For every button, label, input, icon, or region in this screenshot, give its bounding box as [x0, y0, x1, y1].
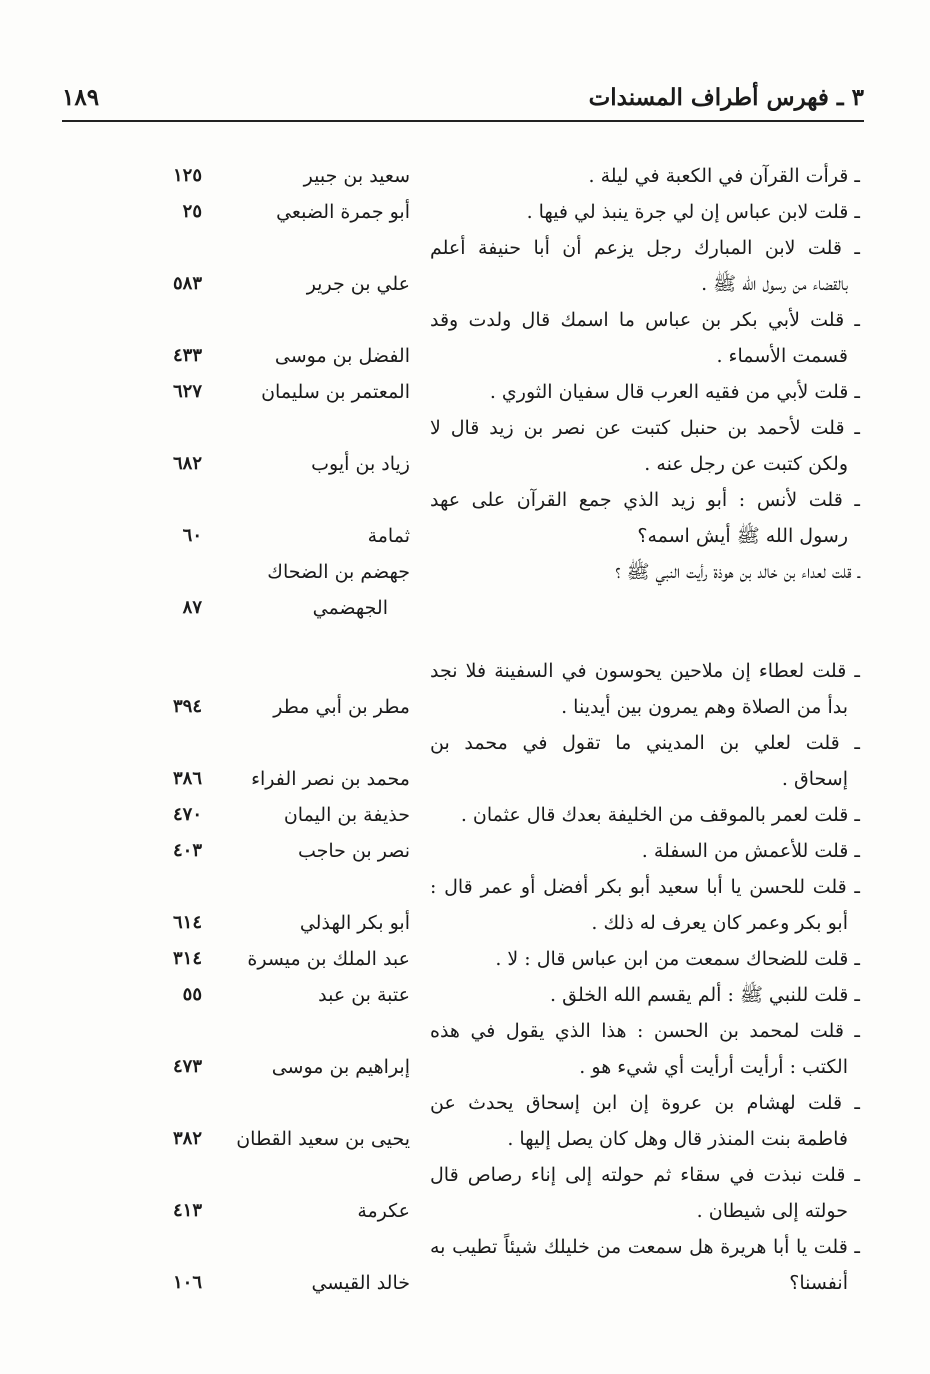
narrator-line: محمد بن نصر الفراء [251, 768, 410, 790]
narrator-line: إبراهيم بن موسى [271, 1056, 410, 1078]
narrator-name [170, 266, 410, 302]
hadith-opening-text [430, 410, 860, 482]
narrator-line: خالد القيسي [311, 1272, 410, 1294]
hadith-opening-text [430, 653, 860, 725]
narrator-name [170, 446, 410, 482]
hadith-opening-text [430, 482, 860, 554]
narrator-line: علي بن جرير [306, 273, 410, 295]
page-reference: ٣٨٢ [172, 1128, 202, 1149]
narrator-name [170, 1121, 410, 1157]
text-line: ـ قلت لعلي بن المديني ما تقول في محمد بن [430, 732, 860, 754]
narrator-line: المعتمر بن سليمان [261, 381, 410, 403]
page-reference: ٣١٤ [172, 948, 202, 969]
hadith-opening-text [430, 1085, 860, 1157]
text-line: ـ قلت لمحمد بن الحسن : هذا الذي يقول في هذه [430, 1020, 860, 1042]
hadith-opening-text [430, 230, 860, 302]
page-reference: ٦١٤ [172, 912, 202, 933]
text-line: ـ قلت لعطاء إن ملاحين يحوسون في السفينة فلا نجد [430, 660, 860, 682]
text-line: أنفسنا؟ [789, 1272, 848, 1294]
page-reference: ٦٢٧ [172, 381, 202, 402]
text-line: ـ قلت نبذت في سقاء ثم حولته إلى إناء رصاص قال [430, 1164, 860, 1186]
page-reference: ٨٧ [182, 597, 202, 618]
narrator-line: عبد الملك بن ميسرة [247, 948, 410, 970]
narrator-name [170, 905, 410, 941]
narrator-line: الجهضمي [312, 597, 388, 619]
text-line: إسحاق . [781, 768, 848, 790]
text-line: بالقضاء من رسول الله ﷺ . [701, 273, 848, 295]
narrator-line: عتبة بن عبد [318, 984, 410, 1006]
text-line: رسول الله ﷺ أيش اسمه؟ [637, 525, 848, 547]
text-line: بدأ من الصلاة وهم يمرون بين أيدينا . [561, 696, 848, 718]
text-line: ـ قلت لأحمد بن حنبل كتبت عن نصر بن زيد قال لا [430, 417, 860, 439]
narrator-line: أبو جمرة الضبعي [276, 201, 410, 223]
text-line: ـ قلت لعداء بن خالد بن هوذة رأيت النبي ﷺ ؟ [615, 561, 860, 583]
text-line: ـ قرأت القرآن في الكعبة في ليلة . [588, 165, 860, 187]
narrator-name [170, 761, 410, 797]
narrator-line: سعيد بن جبير [303, 165, 410, 187]
narrator-name [170, 374, 410, 410]
hadith-opening-text [430, 833, 860, 869]
text-line: الكتب : أرأيت أرأيت أي شيء هو . [579, 1056, 848, 1078]
hadith-opening-text [430, 374, 860, 410]
hadith-opening-text [430, 725, 860, 797]
narrator-line: أبو بكر الهذلي [299, 912, 410, 934]
page-number: ١٨٩ [62, 84, 100, 111]
text-line: ـ قلت لابن المبارك رجل يزعم أن أبا حنيفة أعلم [430, 237, 860, 259]
hadith-opening-text [430, 302, 860, 374]
page-reference: ٤٧٣ [172, 1056, 202, 1077]
page-reference: ١٢٥ [172, 165, 202, 186]
page-reference: ٤١٣ [172, 1200, 202, 1221]
header-rule [62, 120, 864, 122]
text-line: ولكن كتبت عن رجل عنه . [644, 453, 848, 475]
hadith-opening-text [430, 554, 860, 590]
narrator-name [170, 833, 410, 869]
hadith-opening-text [430, 977, 860, 1013]
text-line: ـ قلت للضحاك سمعت من ابن عباس قال : لا . [495, 948, 860, 970]
text-line: ـ قلت لأبي من فقيه العرب قال سفيان الثوري . [489, 381, 860, 403]
page-reference: ٦٨٢ [172, 453, 202, 474]
narrator-line: زياد بن أيوب [311, 453, 410, 475]
hadith-opening-text [430, 941, 860, 977]
narrator-line: الفضل بن موسى [274, 345, 410, 367]
narrator-name [170, 518, 410, 554]
narrator-name [170, 689, 410, 725]
narrator-name [170, 158, 410, 194]
text-line: ـ قلت للنبي ﷺ : ألم يقسم الله الخلق . [550, 984, 860, 1006]
text-line: قسمت الأسماء . [716, 345, 848, 367]
page-reference: ٦٠ [182, 525, 202, 546]
narrator-name [170, 1265, 410, 1301]
text-line: ـ قلت لأنس : أبو زيد الذي جمع القرآن على عهد [430, 489, 860, 511]
page-header [62, 84, 864, 120]
hadith-opening-text [430, 1157, 860, 1229]
page-reference: ٤٧٠ [172, 804, 202, 825]
narrator-line: عكرمة [357, 1200, 410, 1222]
hadith-opening-text [430, 797, 860, 833]
hadith-opening-text [430, 194, 860, 230]
text-line: فاطمة بنت المنذر قال وهل كان يصل إليها . [507, 1128, 848, 1150]
narrator-name [170, 338, 410, 374]
section-title: ٣ ـ فهرس أطراف المسندات [588, 84, 864, 111]
text-line: ـ قلت للحسن يا أبا سعيد أبو بكر أفضل أو عمر قال : [430, 876, 860, 898]
hadith-opening-text [430, 1013, 860, 1085]
hadith-opening-text [430, 158, 860, 194]
narrator-line: جهضم بن الضحاك [267, 561, 410, 583]
page-reference: ١٠٦ [172, 1272, 202, 1293]
narrator-name [170, 194, 410, 230]
page-reference: ٣٨٦ [172, 768, 202, 789]
text-line: ـ قلت لهشام بن عروة إن ابن إسحاق يحدث عن [430, 1092, 860, 1114]
narrator-name [170, 554, 410, 626]
page-reference: ٥٥ [182, 984, 202, 1005]
page-reference: ٣٩٤ [172, 696, 202, 717]
narrator-name [170, 977, 410, 1013]
page-reference: ٤٠٣ [172, 840, 202, 861]
narrator-name [170, 941, 410, 977]
narrator-name [170, 1193, 410, 1229]
narrator-line: حذيفة بن اليمان [283, 804, 410, 826]
text-line: ـ قلت للأعمش من السفلة . [641, 840, 860, 862]
page-reference: ٢٥ [182, 201, 202, 222]
text-line: أبو بكر وعمر كان يعرف له ذلك . [591, 912, 848, 934]
text-line: ـ قلت يا أبا هريرة هل سمعت من خليلك شيئاً تطيب به [430, 1236, 860, 1258]
narrator-name [170, 1049, 410, 1085]
text-line: حولته إلى شيطان . [696, 1200, 848, 1222]
narrator-name [170, 797, 410, 833]
narrator-line: يحيى بن سعيد القطان [236, 1128, 410, 1150]
hadith-opening-text [430, 869, 860, 941]
text-line: ـ قلت لابن عباس إن لي جرة ينبذ لي فيها . [526, 201, 860, 223]
text-line: ـ قلت لعمر بالموقف من الخليفة بعدك قال عثمان . [460, 804, 860, 826]
text-line: ـ قلت لأبي بكر بن عباس ما اسمك قال ولدت وقد [430, 309, 860, 331]
page-reference: ٤٣٣ [172, 345, 202, 366]
page-reference: ٥٨٣ [172, 273, 202, 294]
narrator-line: ثمامة [367, 525, 410, 547]
narrator-line: مطر بن أبي مطر [273, 696, 410, 718]
hadith-opening-text [430, 1229, 860, 1301]
narrator-line: نصر بن حاجب [297, 840, 410, 862]
